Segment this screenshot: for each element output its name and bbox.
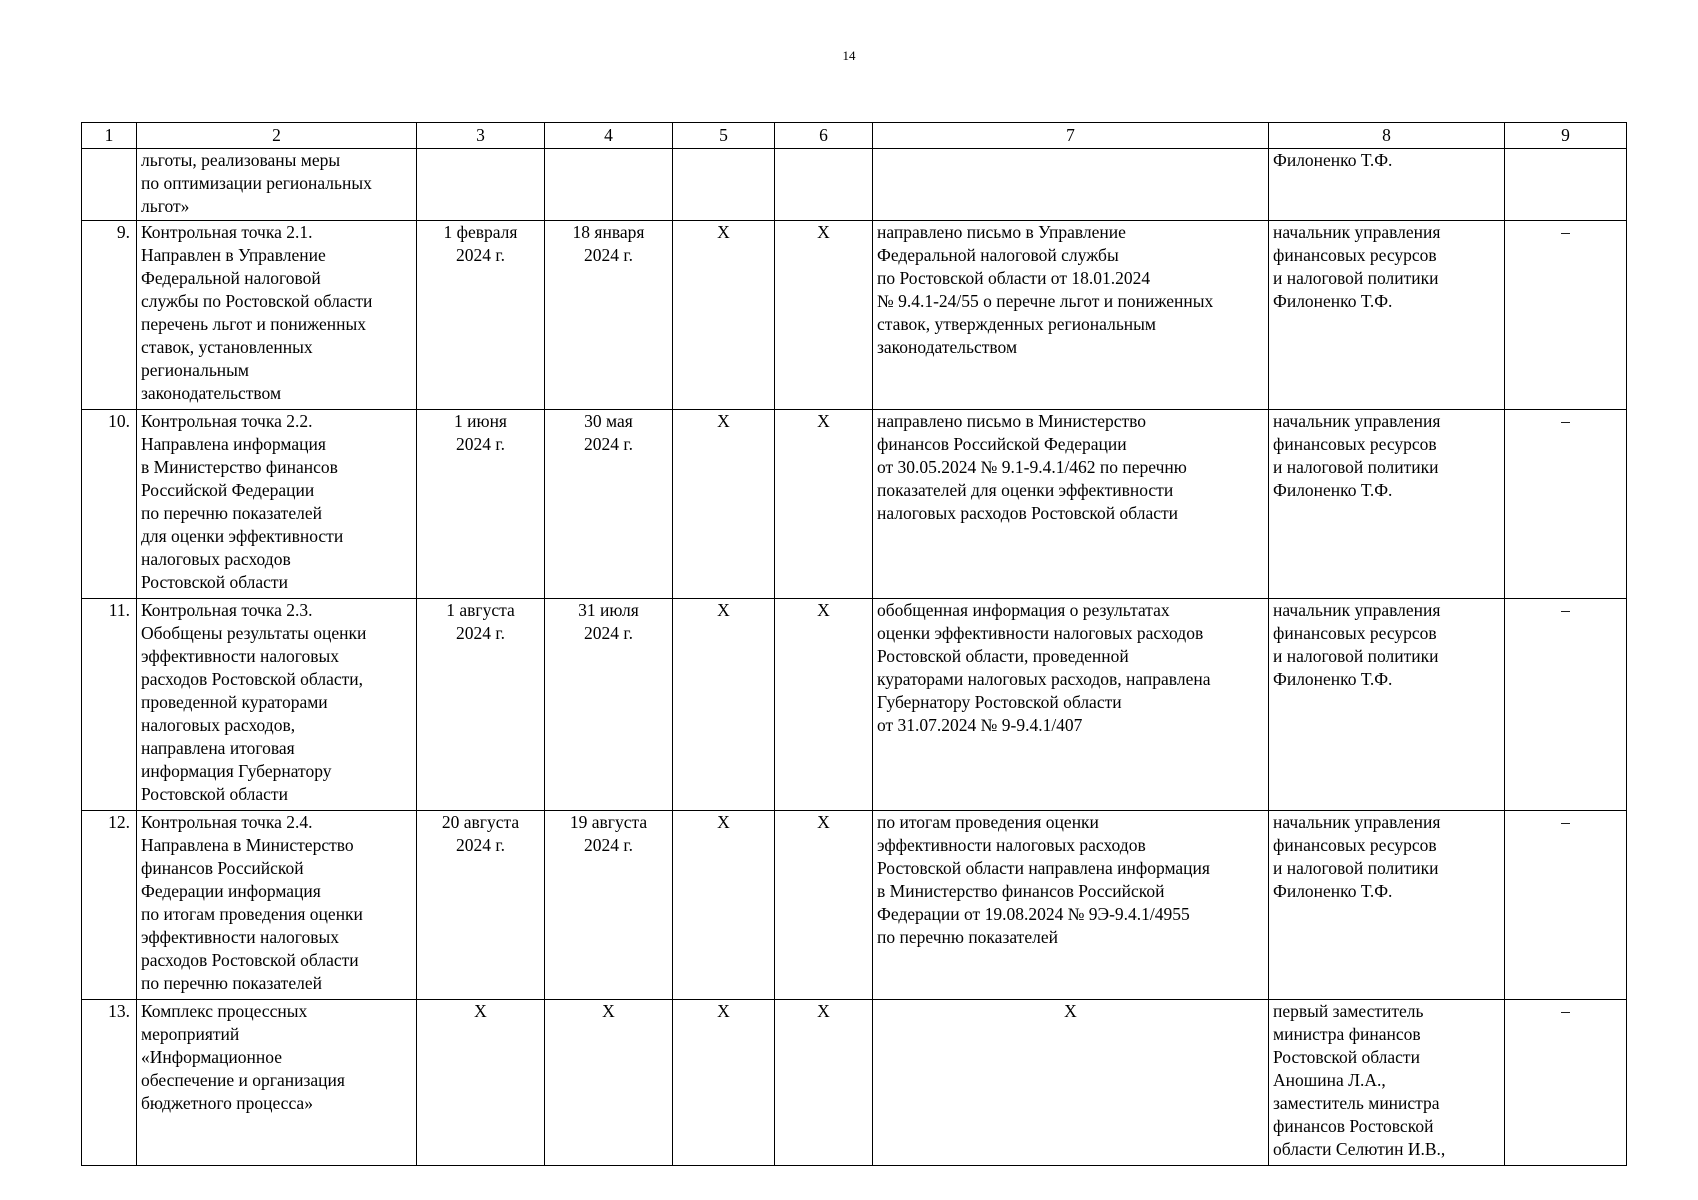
responsible-person: Филоненко Т.Ф. [1269,149,1505,221]
result-text: по итогам проведения оценки эффективности налоговых расходов Ростовской области направлена информация в Министерство финансов Российской Федерации от 19.08.2024 № 9Э-9.4.1/4955 по перечню показателей [873,811,1269,1000]
page-number: 14 [842,48,856,63]
table-row [82,811,1627,1000]
row-number: 10. [82,410,137,599]
planned-date: 1 июня 2024 г. [417,410,545,599]
actual-date: X [545,1000,673,1166]
result-text: обобщенная информация о результатах оценки эффективности налоговых расходов Ростовской области, проведенной кураторами налоговых расходов, направлена Губернатору Ростовской области от 31.07.2024 № 9-9.4.1/407 [873,599,1269,811]
col-header-6: 6 [775,123,873,149]
responsible-person: начальник управления финансовых ресурсов и налоговой политики Филоненко Т.Ф. [1269,410,1505,599]
col5-value: X [673,599,775,811]
col6-value: X [775,1000,873,1166]
col-header-7: 7 [873,123,1269,149]
col9-value: – [1505,1000,1627,1166]
col-header-1: 1 [82,123,137,149]
col-header-9: 9 [1505,123,1627,149]
col5-value: X [673,221,775,410]
actual-date: 30 мая 2024 г. [545,410,673,599]
row-number: 13. [82,1000,137,1166]
event-name: Контрольная точка 2.4. Направлена в Министерство финансов Российской Федерации информация по итогам проведения оценки эффективности налоговых расходов Ростовской области по перечню показателей [137,811,417,1000]
table-row [82,149,1627,221]
event-name: Комплекс процессных мероприятий «Информационное обеспечение и организация бюджетного процесса» [137,1000,417,1166]
table-row [82,410,1627,599]
planned-date: 1 августа 2024 г. [417,599,545,811]
col9-value: – [1505,599,1627,811]
planned-date [417,149,545,221]
row-number: 12. [82,811,137,1000]
table-row [82,221,1627,410]
table-row [82,1000,1627,1166]
result-text: направлено письмо в Управление Федеральной налоговой службы по Ростовской области от 18.01.2024 № 9.4.1-24/55 о перечне льгот и пониженных ставок, утвержденных региональным законодательством [873,221,1269,410]
planned-date: 20 августа 2024 г. [417,811,545,1000]
responsible-person: начальник управления финансовых ресурсов и налоговой политики Филоненко Т.Ф. [1269,599,1505,811]
event-name: Контрольная точка 2.3. Обобщены результаты оценки эффективности налоговых расходов Ростовской области, проведенной кураторами налоговых расходов, направлена итоговая информация Губернатору Ростовской области [137,599,417,811]
actual-date: 18 января 2024 г. [545,221,673,410]
col6-value: X [775,811,873,1000]
col9-value [1505,149,1627,221]
row-number: 9. [82,221,137,410]
col9-value: – [1505,410,1627,599]
responsible-person: начальник управления финансовых ресурсов и налоговой политики Филоненко Т.Ф. [1269,221,1505,410]
result-text [873,149,1269,221]
table-row [82,599,1627,811]
col9-value: – [1505,811,1627,1000]
col5-value [673,149,775,221]
event-name: льготы, реализованы меры по оптимизации региональных льгот» [137,149,417,221]
col6-value: X [775,599,873,811]
actual-date [545,149,673,221]
col6-value [775,149,873,221]
responsible-person: первый заместитель министра финансов Ростовской области Аношина Л.А., заместитель министра финансов Ростовской области Селютин И.В., [1269,1000,1505,1166]
result-text: направлено письмо в Министерство финансов Российской Федерации от 30.05.2024 № 9.1-9.4.1/462 по перечню показателей для оценки эффективности налоговых расходов Ростовской области [873,410,1269,599]
planned-date: X [417,1000,545,1166]
col5-value: X [673,811,775,1000]
planned-date: 1 февраля 2024 г. [417,221,545,410]
col5-value: X [673,1000,775,1166]
actual-date: 31 июля 2024 г. [545,599,673,811]
row-number: 11. [82,599,137,811]
col6-value: X [775,410,873,599]
col-header-8: 8 [1269,123,1505,149]
header-row [82,123,1627,149]
responsible-person: начальник управления финансовых ресурсов и налоговой политики Филоненко Т.Ф. [1269,811,1505,1000]
col-header-2: 2 [137,123,417,149]
col-header-4: 4 [545,123,673,149]
result-text: X [873,1000,1269,1166]
event-name: Контрольная точка 2.1. Направлен в Управление Федеральной налоговой службы по Ростовской области перечень льгот и пониженных ставок, установленных региональным законодательством [137,221,417,410]
col-header-5: 5 [673,123,775,149]
report-table [81,122,1627,1166]
event-name: Контрольная точка 2.2. Направлена информация в Министерство финансов Российской Федерации по перечню показателей для оценки эффективности налоговых расходов Ростовской области [137,410,417,599]
col-header-3: 3 [417,123,545,149]
col5-value: X [673,410,775,599]
actual-date: 19 августа 2024 г. [545,811,673,1000]
col9-value: – [1505,221,1627,410]
col6-value: X [775,221,873,410]
row-number [82,149,137,221]
